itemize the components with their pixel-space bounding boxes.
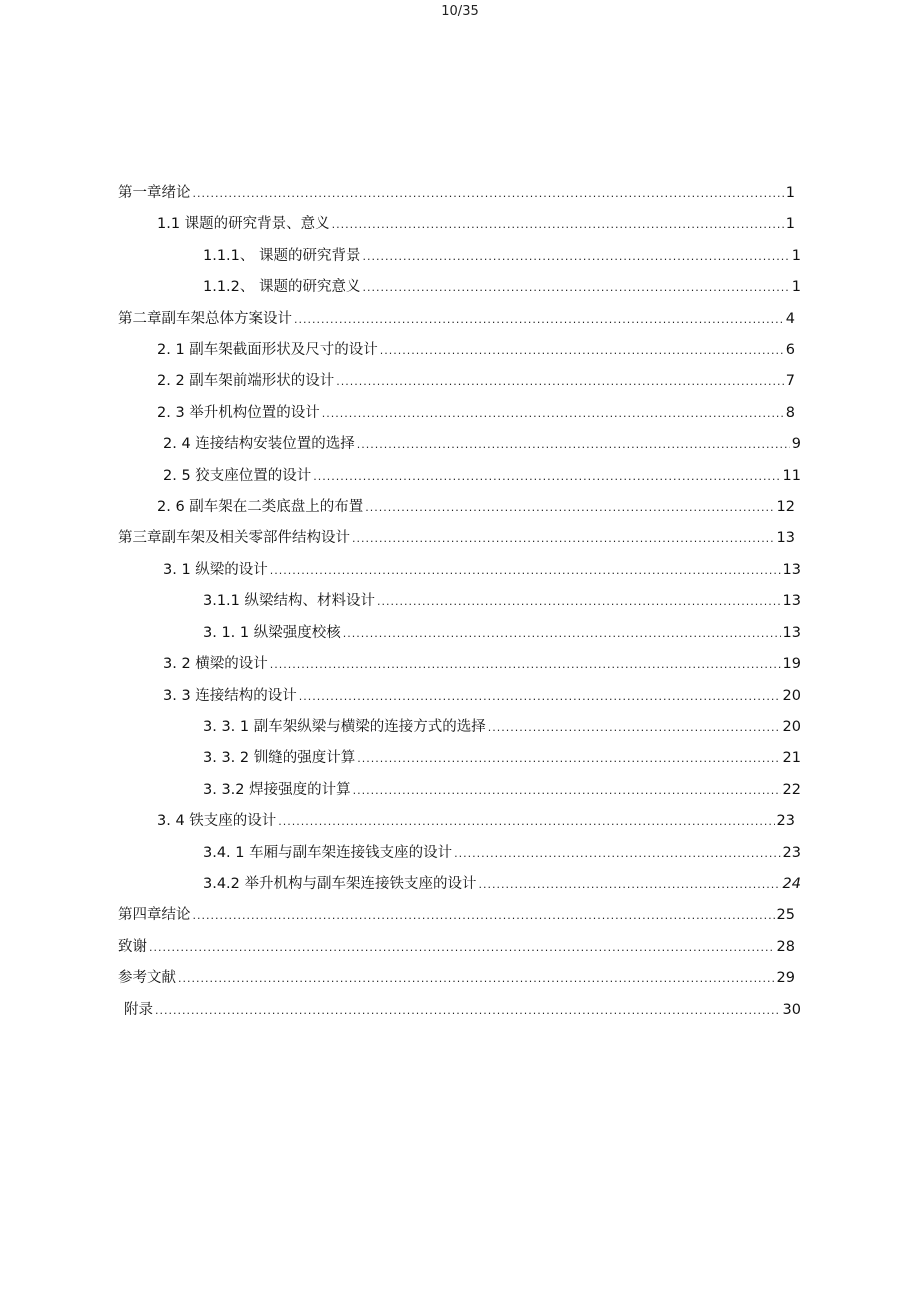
toc-title: 2. 1 副车架截面形状及尺寸的设计 — [157, 342, 378, 358]
toc-leader — [479, 869, 781, 900]
toc-leader — [336, 366, 783, 397]
toc-leader — [380, 335, 784, 366]
toc-page: 20 — [782, 688, 801, 704]
toc-entry[interactable] — [203, 241, 801, 272]
toc-page: 21 — [782, 750, 801, 766]
toc-leader — [363, 272, 790, 303]
toc-page: 29 — [776, 970, 795, 986]
toc-entry[interactable] — [203, 618, 801, 649]
toc-entry[interactable] — [163, 681, 801, 712]
toc-title: 第四章结论 — [118, 907, 191, 923]
toc-page: 13 — [782, 593, 801, 609]
toc-page: 13 — [782, 625, 801, 641]
toc-entry[interactable] — [163, 429, 801, 460]
toc-leader — [149, 932, 775, 963]
toc-page: 1 — [785, 185, 795, 201]
toc-title: 2. 2 副车架前端形状的设计 — [157, 373, 335, 389]
toc-entry[interactable] — [163, 555, 801, 586]
toc-title: 3. 3.2 焊接强度的计算 — [203, 782, 351, 798]
toc-title: 2. 4 连接结构安装位置的选择 — [163, 436, 355, 452]
toc-leader — [299, 681, 781, 712]
toc-leader — [178, 963, 775, 994]
toc-title: 3. 3. 1 副车架纵梁与横梁的连接方式的选择 — [203, 719, 486, 735]
toc-leader — [332, 209, 784, 240]
toc-leader — [377, 586, 781, 617]
toc-title: 3. 2 横梁的设计 — [163, 656, 268, 672]
toc-page: 13 — [782, 562, 801, 578]
toc-page: 12 — [776, 499, 795, 515]
toc-entry[interactable] — [157, 492, 795, 523]
toc-title: 3.1.1 纵梁结构、材料设计 — [203, 593, 376, 609]
toc-entry[interactable] — [203, 743, 801, 774]
toc-page: 4 — [785, 311, 795, 327]
toc-entry[interactable] — [203, 712, 801, 743]
toc-title: 2. 6 副车架在二类底盘上的布置 — [157, 499, 364, 515]
toc-entry[interactable] — [118, 963, 795, 994]
toc-entry[interactable] — [203, 869, 801, 900]
toc-entry[interactable] — [118, 900, 795, 931]
toc-entry[interactable] — [163, 649, 801, 680]
toc-leader — [488, 712, 781, 743]
toc-page: 23 — [782, 845, 801, 861]
toc-title: 3. 1 纵梁的设计 — [163, 562, 268, 578]
toc-title: 参考文献 — [118, 970, 176, 986]
toc-page: 19 — [782, 656, 801, 672]
toc-leader — [313, 461, 780, 492]
toc-entry[interactable] — [203, 775, 801, 806]
toc-entry[interactable] — [118, 178, 795, 209]
toc-page: 25 — [776, 907, 795, 923]
toc-entry[interactable] — [203, 838, 801, 869]
toc-page: 23 — [776, 813, 795, 829]
toc-page: 8 — [785, 405, 795, 421]
toc-leader — [155, 995, 781, 1026]
toc-title: 3. 3. 2 钏缝的强度计算 — [203, 750, 356, 766]
toc-leader — [357, 429, 790, 460]
toc-title: 1.1 课题的研究背景、意义 — [157, 216, 330, 232]
toc-entry[interactable] — [203, 272, 801, 303]
page-indicator: 10/35 — [441, 4, 479, 19]
toc-page: 20 — [782, 719, 801, 735]
toc-page: 13 — [776, 530, 795, 546]
toc-title: 第一章绪论 — [118, 185, 191, 201]
toc-page: 1 — [785, 216, 795, 232]
toc-title: 3. 1. 1 纵梁强度校核 — [203, 625, 341, 641]
toc-title: 2. 5 狡支座位置的设计 — [163, 468, 312, 484]
toc-title: 第三章副车架及相关零部件结构设计 — [118, 530, 350, 546]
toc-page: 9 — [791, 436, 801, 452]
toc-entry[interactable] — [163, 461, 801, 492]
toc-leader — [193, 900, 775, 931]
toc-title: 2. 3 举升机构位置的设计 — [157, 405, 320, 421]
toc-leader — [294, 304, 784, 335]
toc-page: 1 — [791, 248, 801, 264]
toc-page: 11 — [782, 468, 801, 484]
toc-entry[interactable] — [157, 209, 795, 240]
toc-title: 3. 4 铁支座的设计 — [157, 813, 277, 829]
toc-title: 3.4. 1 车厢与副车架连接钱支座的设计 — [203, 845, 453, 861]
toc-leader — [363, 241, 790, 272]
toc-title: 附录 — [124, 1002, 153, 1018]
toc-title: 3.4.2 举升机构与副车架连接铁支座的设计 — [203, 876, 477, 892]
toc-entry[interactable] — [118, 523, 795, 554]
toc-title: 3. 3 连接结构的设计 — [163, 688, 297, 704]
toc-page: 22 — [782, 782, 801, 798]
toc-page: 7 — [785, 373, 795, 389]
toc-leader — [357, 743, 780, 774]
toc-leader — [343, 618, 781, 649]
toc-entry[interactable] — [157, 806, 795, 837]
toc-page: 6 — [785, 342, 795, 358]
toc-entry[interactable] — [157, 366, 795, 397]
toc-leader — [352, 523, 775, 554]
toc-page: 30 — [782, 1002, 801, 1018]
toc-leader — [365, 492, 774, 523]
toc-title: 第二章副车架总体方案设计 — [118, 311, 292, 327]
toc-entry[interactable] — [124, 995, 801, 1026]
toc-leader — [278, 806, 774, 837]
toc-title: 致谢 — [118, 939, 147, 955]
toc-entry[interactable] — [157, 398, 795, 429]
toc-leader — [270, 649, 781, 680]
toc-leader — [270, 555, 781, 586]
toc-leader — [322, 398, 784, 429]
toc-leader — [454, 838, 780, 869]
toc-page: 28 — [776, 939, 795, 955]
toc-page: 24 — [782, 876, 801, 892]
toc-title: 1.1.1、 课题的研究背景 — [203, 248, 361, 264]
toc-leader — [193, 178, 784, 209]
toc-entry[interactable] — [203, 586, 801, 617]
toc-entry[interactable] — [118, 304, 795, 335]
toc-page: 1 — [791, 279, 801, 295]
toc-title: 1.1.2、 课题的研究意义 — [203, 279, 361, 295]
toc-entry[interactable] — [118, 932, 795, 963]
toc-entry[interactable] — [157, 335, 795, 366]
toc-leader — [353, 775, 781, 806]
